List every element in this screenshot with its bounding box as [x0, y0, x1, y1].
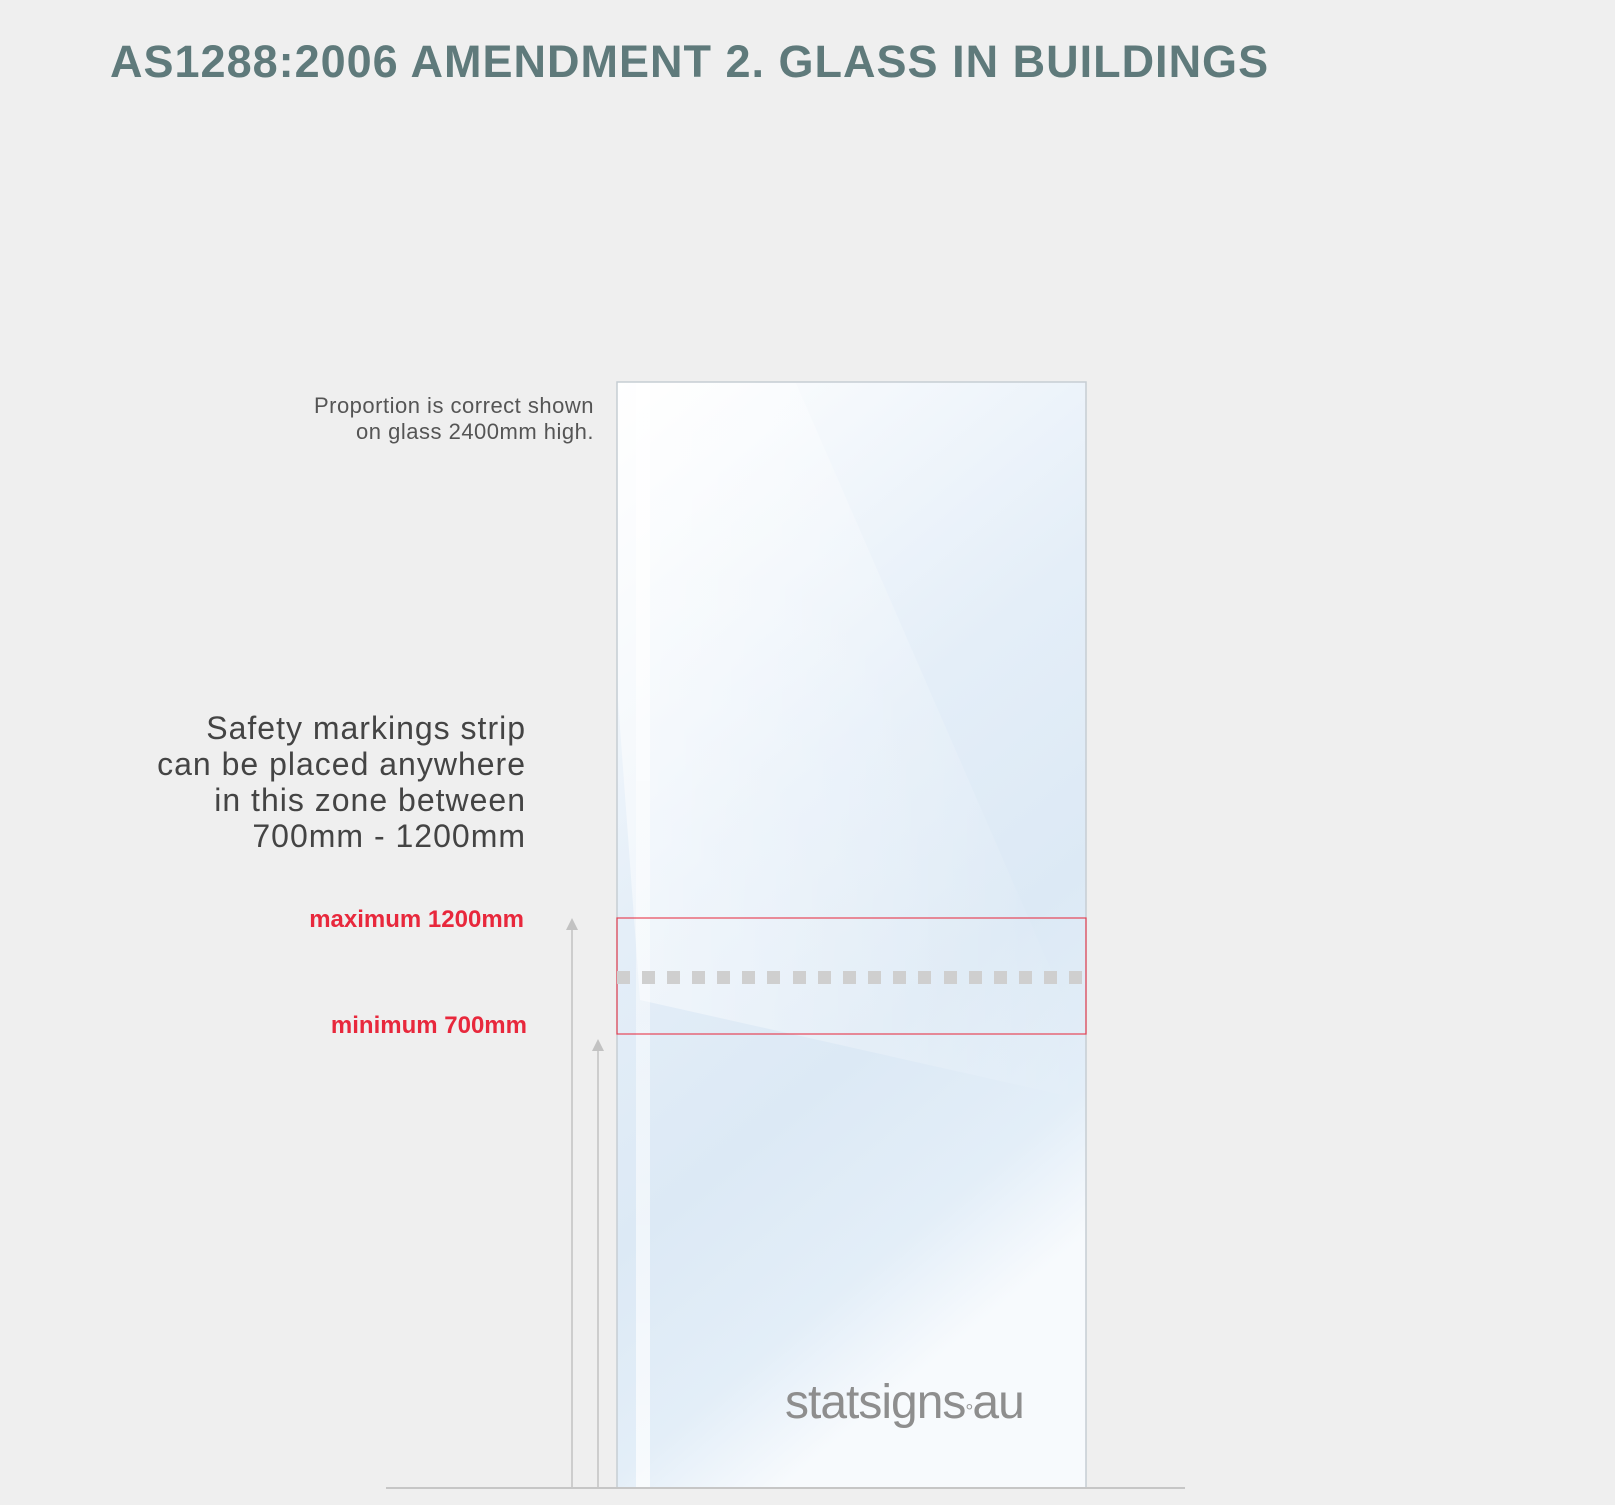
logo-text-domain: au	[972, 1376, 1024, 1429]
page-title: AS1288:2006 AMENDMENT 2. GLASS IN BUILDINGS	[110, 36, 1270, 87]
maximum-height-label: maximum 1200mm	[309, 906, 524, 933]
zone-description-line-4: 700mm - 1200mm	[252, 818, 526, 854]
proportion-note-line-2: on glass 2400mm high.	[356, 419, 594, 444]
statsigns-logo	[785, 1375, 1024, 1430]
zone-description-line-1: Safety markings strip	[206, 710, 526, 746]
min-height-arrow	[592, 1039, 604, 1488]
logo-separator: °	[965, 1401, 973, 1423]
zone-description-line-2: can be placed anywhere	[157, 746, 526, 782]
proportion-note-line-1: Proportion is correct shown	[313, 393, 594, 418]
minimum-height-label: minimum 700mm	[330, 1012, 527, 1039]
max-height-arrow	[566, 918, 578, 1488]
zone-description-line-3: in this zone between	[214, 782, 526, 818]
glass-edge-highlight	[636, 383, 650, 1487]
logo-text-main: statsigns	[785, 1376, 966, 1429]
